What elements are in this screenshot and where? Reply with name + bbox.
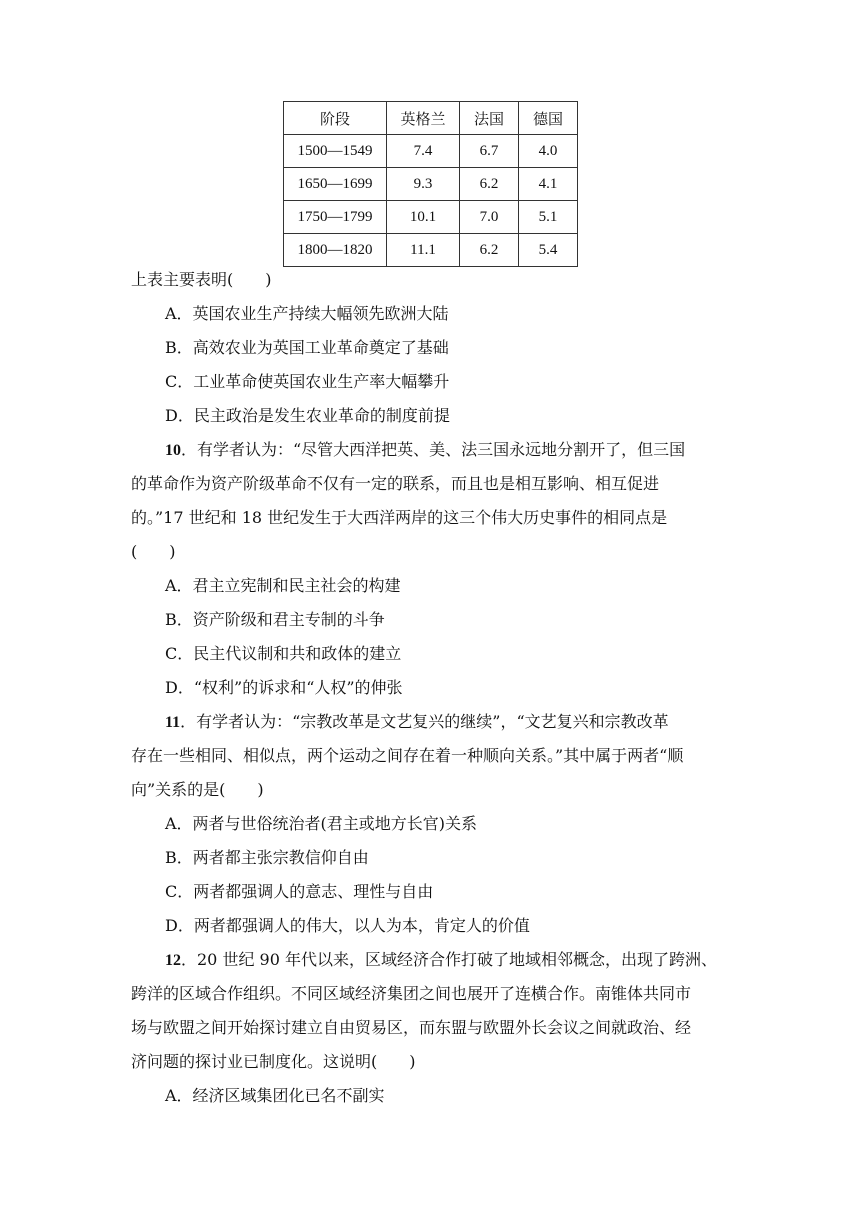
q11-option-a[interactable]: A．两者与世俗统治者(君主或地方长官)关系 bbox=[165, 814, 478, 833]
q12-text-line: ．20 世纪 90 年代以来，区域经济合作打破了地域相邻概念，出现了跨洲、 bbox=[181, 950, 717, 969]
table-cell: 10.1 bbox=[387, 201, 460, 234]
table-cell: 4.1 bbox=[519, 168, 578, 201]
q10-option-d[interactable]: D．“权利”的诉求和“人权”的伸张 bbox=[165, 678, 403, 697]
q10-number: 10 bbox=[165, 442, 181, 459]
table-cell: 1800—1820 bbox=[284, 234, 387, 267]
header-period: 阶段 bbox=[284, 102, 387, 135]
table-row bbox=[284, 135, 578, 168]
q11-first-line bbox=[165, 712, 669, 733]
q11-text-line: 向”关系的是( ) bbox=[131, 780, 264, 799]
q11-text-line: 存在一些相同、相似点，两个运动之间存在着一种顺向关系。”其中属于两者“顺 bbox=[131, 746, 684, 765]
q12-option-a[interactable]: A．经济区域集团化已名不副实 bbox=[165, 1086, 385, 1105]
q12-number: 12 bbox=[165, 952, 181, 969]
table-cell: 1650—1699 bbox=[284, 168, 387, 201]
table-cell: 7.0 bbox=[460, 201, 519, 234]
q11-option-b[interactable]: B．两者都主张宗教信仰自由 bbox=[165, 848, 369, 867]
q10-first-line bbox=[165, 440, 685, 461]
q9-option-c[interactable]: C．工业革命使英国农业生产率大幅攀升 bbox=[165, 372, 450, 391]
q11-option-c[interactable]: C．两者都强调人的意志、理性与自由 bbox=[165, 882, 434, 901]
q12-text-line: 跨洋的区域合作组织。不同区域经济集团之间也展开了连横合作。南锥体共同市 bbox=[131, 984, 692, 1003]
q10-text-line: 的革命作为资产阶级革命不仅有一定的联系，而且也是相互影响、相互促进 bbox=[131, 474, 660, 493]
q10-option-a[interactable]: A．君主立宪制和民主社会的构建 bbox=[165, 576, 401, 595]
q10-text-line: 的。”17 世纪和 18 世纪发生于大西洋两岸的这三个伟大历史事件的相同点是 bbox=[131, 508, 668, 527]
table-cell: 9.3 bbox=[387, 168, 460, 201]
q12-text-line: 场与欧盟之间开始探讨建立自由贸易区，而东盟与欧盟外长会议之间就政治、经 bbox=[131, 1018, 692, 1037]
q10-text-line: ．有学者认为：“尽管大西洋把英、美、法三国永远地分割开了，但三国 bbox=[181, 440, 686, 459]
table-cell: 6.7 bbox=[460, 135, 519, 168]
agriculture-productivity-table bbox=[283, 101, 578, 267]
table-header-row bbox=[284, 102, 578, 135]
table-cell: 6.2 bbox=[460, 168, 519, 201]
table-row bbox=[284, 168, 578, 201]
table-row bbox=[284, 234, 578, 267]
table-cell: 11.1 bbox=[387, 234, 460, 267]
table-row bbox=[284, 201, 578, 234]
table-cell: 5.1 bbox=[519, 201, 578, 234]
q9-option-a[interactable]: A．英国农业生产持续大幅领先欧洲大陆 bbox=[165, 304, 449, 323]
header-england: 英格兰 bbox=[387, 102, 460, 135]
header-france: 法国 bbox=[460, 102, 519, 135]
q11-number: 11 bbox=[165, 714, 181, 731]
q10-text-line: ( ) bbox=[131, 542, 176, 561]
q12-first-line bbox=[165, 950, 717, 971]
q11-option-d[interactable]: D．两者都强调人的伟大，以人为本，肯定人的价值 bbox=[165, 916, 530, 935]
q12-text-line: 济问题的探讨业已制度化。这说明( ) bbox=[131, 1052, 416, 1071]
table-cell: 1500—1549 bbox=[284, 135, 387, 168]
table-cell: 1750—1799 bbox=[284, 201, 387, 234]
q9-stem: 上表主要表明( ) bbox=[131, 270, 272, 289]
table-cell: 6.2 bbox=[460, 234, 519, 267]
q11-text-line: ．有学者认为：“宗教改革是文艺复兴的继续”，“文艺复兴和宗教改革 bbox=[180, 712, 669, 731]
q10-option-b[interactable]: B．资产阶级和君主专制的斗争 bbox=[165, 610, 385, 629]
header-germany: 德国 bbox=[519, 102, 578, 135]
table-cell: 4.0 bbox=[519, 135, 578, 168]
table-cell: 7.4 bbox=[387, 135, 460, 168]
q10-option-c[interactable]: C．民主代议制和共和政体的建立 bbox=[165, 644, 402, 663]
q9-option-b[interactable]: B．高效农业为英国工业革命奠定了基础 bbox=[165, 338, 449, 357]
table-cell: 5.4 bbox=[519, 234, 578, 267]
q9-option-d[interactable]: D．民主政治是发生农业革命的制度前提 bbox=[165, 406, 450, 425]
